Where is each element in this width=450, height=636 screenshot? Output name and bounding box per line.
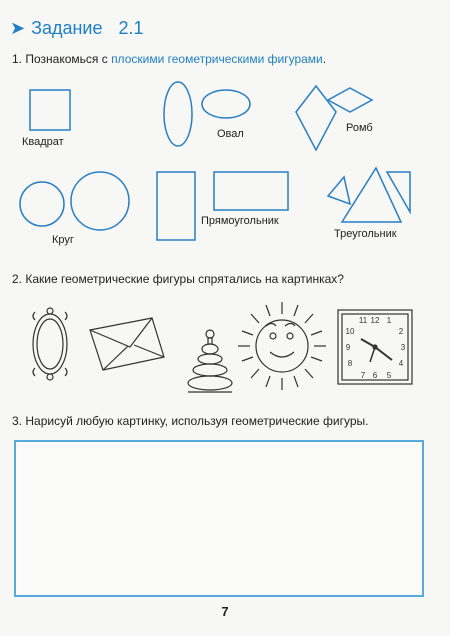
oval-vertical-shape — [164, 82, 192, 146]
clock-number: 9 — [345, 343, 351, 352]
task1-number: 1. — [12, 52, 23, 66]
square-shape — [30, 90, 70, 130]
pyramid-toy-picture — [188, 330, 232, 392]
label-triangle: Треугольник — [334, 228, 397, 240]
arrow-icon: ➤ — [10, 18, 26, 38]
triangle-small-shape — [328, 177, 350, 204]
drawing-area[interactable] — [14, 440, 424, 597]
clock-number: 7 — [360, 371, 366, 380]
task2-text: Какие геометрические фигуры спрятались на картинках? — [25, 272, 344, 286]
task1-text: Познакомься с — [25, 52, 108, 66]
clock-number: 11 — [358, 316, 368, 325]
task2-instruction — [12, 272, 344, 286]
clock-number: 5 — [386, 371, 392, 380]
label-oval: Овал — [217, 128, 244, 140]
task1-highlight: плоскими геометрическими фигурами — [111, 52, 323, 66]
label-rectangle: Прямоугольник — [201, 215, 279, 227]
task-word: Задание — [31, 18, 103, 38]
clock-number: 3 — [400, 343, 406, 352]
triangle-right-shape — [387, 172, 410, 212]
rectangle-vertical-shape — [157, 172, 195, 240]
clock-number: 6 — [372, 371, 378, 380]
circle-small-shape — [20, 182, 64, 226]
task3-instruction — [12, 414, 368, 428]
rectangle-horizontal-shape — [214, 172, 288, 210]
clock-number: 1 — [386, 316, 392, 325]
sun-picture — [238, 302, 326, 390]
task-number: 2.1 — [118, 18, 144, 38]
task3-text: Нарисуй любую картинку, используя геометрические фигуры. — [25, 414, 369, 428]
task1-period: . — [322, 52, 327, 66]
clock-number: 10 — [345, 327, 355, 336]
rhombus-wide-shape — [328, 88, 372, 112]
label-circle: Круг — [52, 234, 74, 246]
envelope-picture — [90, 318, 164, 370]
label-rhombus: Ромб — [346, 122, 373, 134]
task3-number: 3. — [12, 414, 23, 428]
clock-number: 12 — [370, 316, 380, 325]
clock-number: 4 — [398, 359, 404, 368]
task2-number: 2. — [12, 272, 23, 286]
label-square: Квадрат — [22, 136, 64, 148]
oval-horizontal-shape — [202, 90, 250, 118]
circle-large-shape — [71, 172, 129, 230]
triangle-large-shape — [342, 168, 401, 222]
clock-number: 2 — [398, 327, 404, 336]
page-number: 7 — [221, 604, 229, 619]
rhombus-tall-shape — [296, 86, 336, 150]
mirror-picture — [33, 308, 67, 380]
clock-number: 8 — [347, 359, 353, 368]
